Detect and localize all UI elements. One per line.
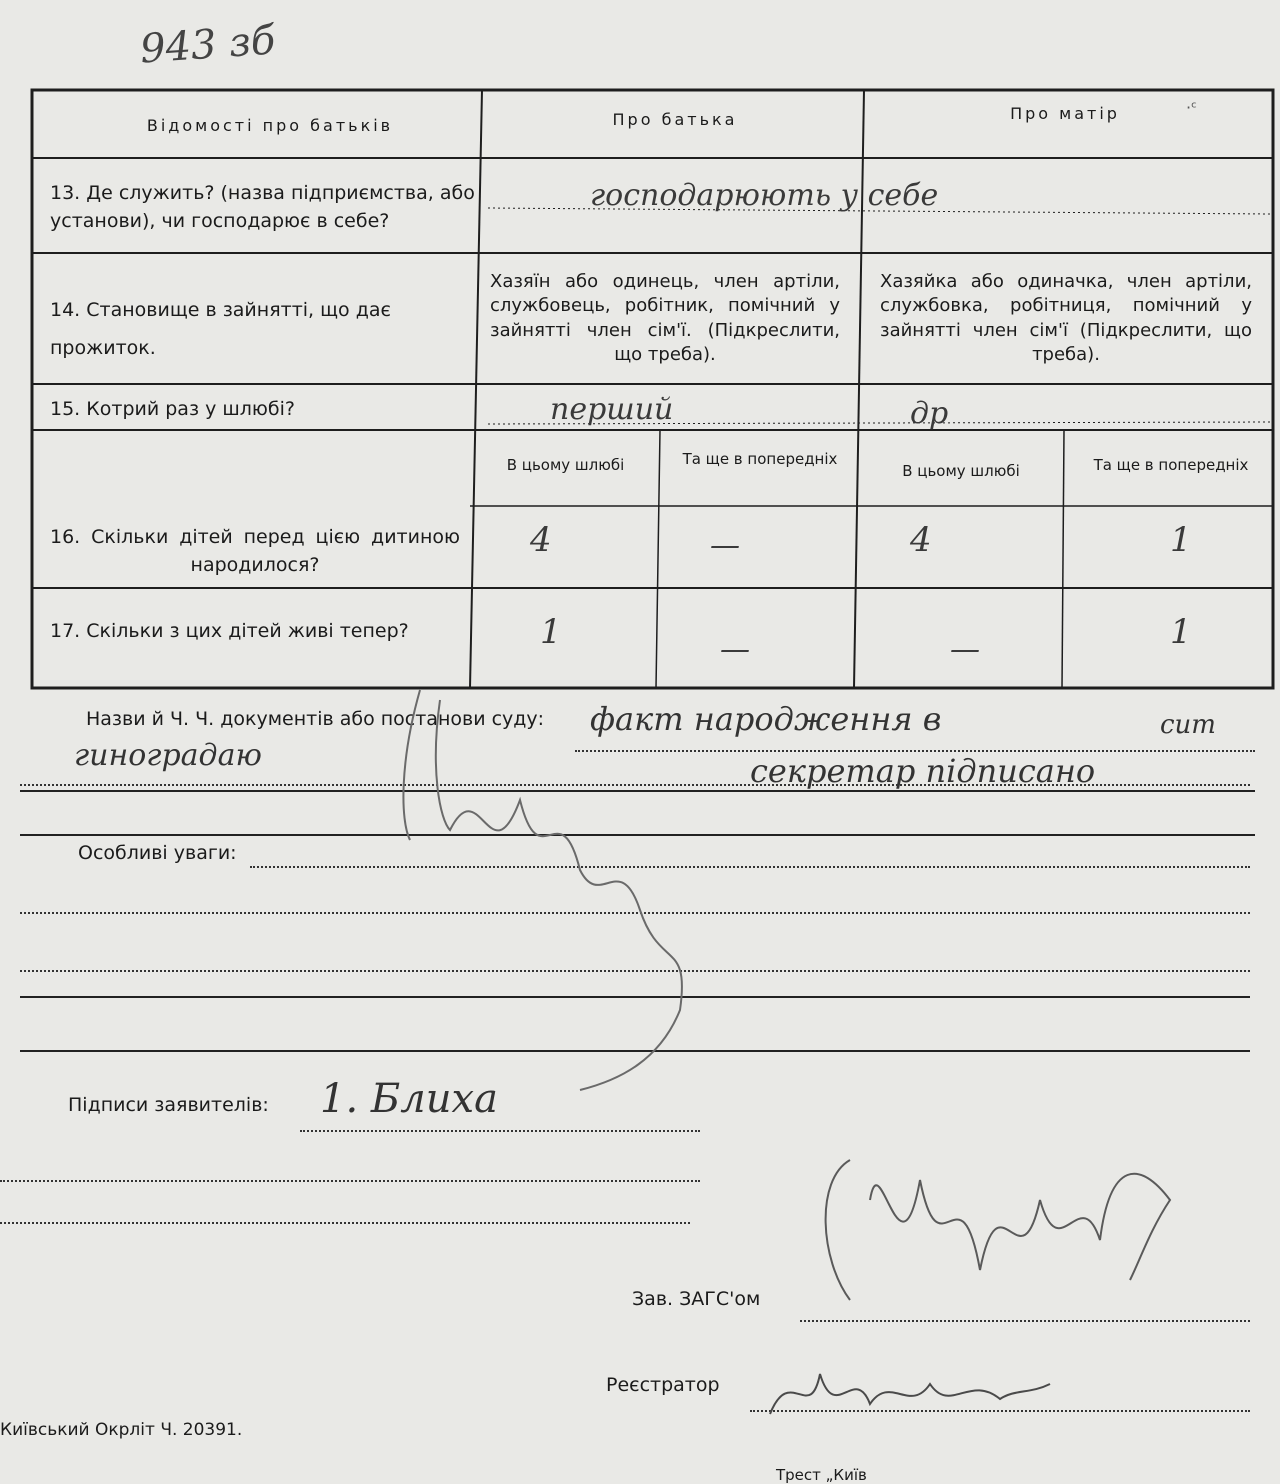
corner-mark: ·ᶜ <box>1186 98 1198 117</box>
answer-15-mother: др <box>910 396 949 431</box>
subheader-father-previous: Та ще в попередніх <box>682 450 838 468</box>
notes-label: Особливі уваги: <box>78 842 237 864</box>
header-mother: Про матір <box>1010 104 1120 123</box>
answer-17-mother-this: — <box>950 632 980 667</box>
signature-dotted-line-2 <box>0 1180 700 1182</box>
question-15: 15. Котрий раз у шлюбі? <box>50 398 295 420</box>
registrar-label: Реєстратор <box>606 1374 720 1396</box>
answer-15-father: перший <box>550 392 674 427</box>
subheader-father-this-marriage: В цьому шлюбі <box>506 456 625 474</box>
answer-17-father-previous: — <box>720 632 750 667</box>
answer-17-father-this: 1 <box>540 612 562 652</box>
documents-value-1: факт народження в <box>590 700 942 738</box>
question-16: 16. Скільки дітей перед цією дитиною народилося? <box>50 526 460 576</box>
zags-head-dotted-line <box>800 1320 1250 1322</box>
answer-17-mother-previous: 1 <box>1170 612 1192 652</box>
signature-dotted-line-3 <box>0 1222 690 1224</box>
documents-value-2: гиноградаю <box>74 738 262 773</box>
documents-value-2-end: секретар підписано <box>750 752 1096 790</box>
answer-16-mother-this: 4 <box>910 520 932 560</box>
answer-16-mother-previous: 1 <box>1170 520 1192 560</box>
question-13: 13. Де служить? (назва підприємства, або установи), чи господарює в себе? <box>50 182 475 232</box>
subheader-mother-previous: Та ще в попередніх <box>1093 456 1249 474</box>
answer-13: господарюють у себе <box>590 178 939 213</box>
trust-imprint: Трест „Київ <box>776 1466 867 1484</box>
signature-dotted-line-1 <box>300 1130 700 1132</box>
subheader-mother-this-marriage: В цьому шлюбі <box>902 462 1020 480</box>
parents-info-table <box>30 88 1275 690</box>
zags-head-label: Зав. ЗАГС'ом <box>632 1288 761 1310</box>
father-employment-options: Хазяїн або одинець, член артіли, службовець, робітник, помічний у зайнятті член сім'ї. (Підкреслити, що треба). <box>490 271 840 365</box>
documents-label: Назви й Ч. Ч. документів або постанови суду: <box>86 708 545 730</box>
applicant-signatures-label: Підписи заявителів: <box>68 1094 269 1116</box>
header-info: Відомості про батьків <box>146 116 394 135</box>
applicant-signature: 1. Блиха <box>320 1076 498 1122</box>
handwritten-annotation: 943 зб <box>138 17 277 73</box>
registrar-signature <box>760 1344 1060 1434</box>
answer-16-father-this: 4 <box>530 520 552 560</box>
mother-employment-options: Хазяйка або одиначка, член артіли, службовка, робітниця, помічний у зайнятті член сім'ї (Підкреслити, що треба). <box>880 271 1252 365</box>
zags-head-signature <box>810 1120 1210 1310</box>
question-17: 17. Скільки з цих дітей живі тепер? <box>50 620 409 642</box>
question-14: 14. Становище в зайнятті, що дає прожиток. <box>50 299 391 359</box>
documents-value-1-end: сит <box>1160 710 1216 740</box>
header-father: Про батька <box>612 110 738 129</box>
registrar-large-signature <box>380 680 760 1100</box>
answer-16-father-previous: — <box>710 528 740 563</box>
printer-imprint: Київський Окрліт Ч. 20391. <box>0 1420 243 1440</box>
